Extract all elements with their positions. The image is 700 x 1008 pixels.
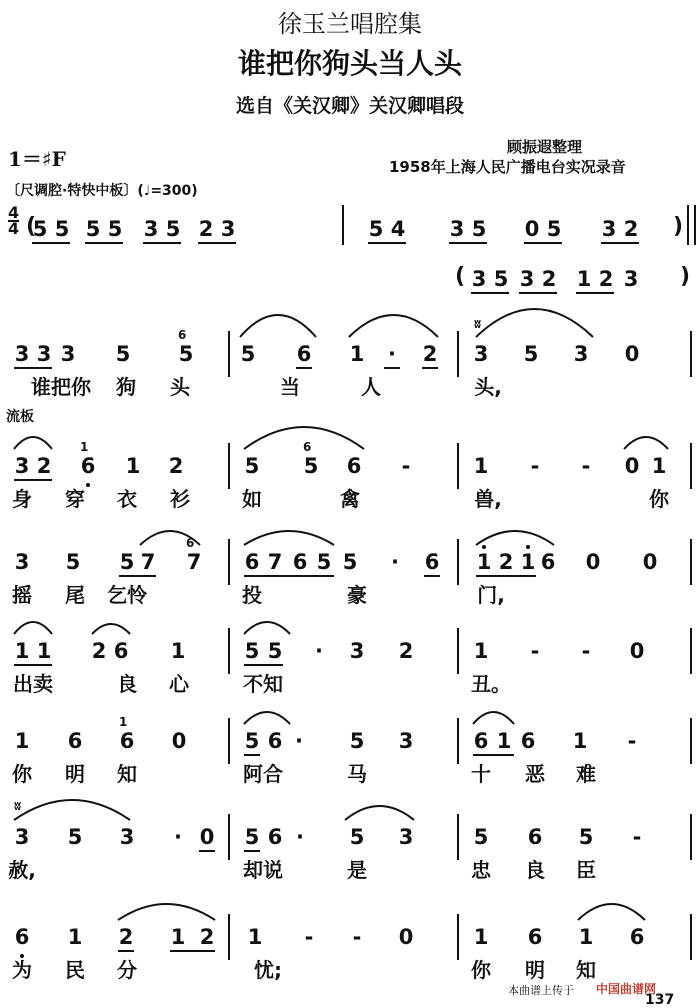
note: 1 — [247, 925, 263, 949]
note: 5 — [240, 342, 256, 366]
underline — [576, 292, 614, 294]
slur — [349, 315, 438, 337]
octave-dot-high — [482, 545, 486, 549]
note: 1 — [125, 454, 141, 478]
intro-barline — [342, 205, 344, 245]
note: 6 — [80, 454, 96, 478]
lyric: 兽, — [474, 487, 502, 511]
intro-note: 2 — [623, 217, 639, 241]
underline — [244, 850, 260, 852]
barline — [228, 331, 230, 377]
underline — [296, 367, 312, 369]
lyric: 如 — [242, 487, 262, 511]
note: 5 — [349, 729, 365, 753]
lyric: 豪 — [347, 583, 367, 607]
note: 1 — [349, 342, 365, 366]
tempo-marking: 〔尺调腔·特快中板〕(♩=300) — [6, 183, 198, 199]
note: 1 — [520, 550, 536, 574]
slur — [476, 309, 593, 337]
lyric: 你 — [649, 487, 669, 511]
note: 1 — [170, 639, 186, 663]
lyric: 当 — [280, 375, 300, 399]
barline — [457, 814, 459, 860]
site-logo: 中国曲谱网 — [596, 982, 657, 996]
note: - — [352, 925, 362, 949]
note: 2 — [199, 925, 215, 949]
intro-note: 5 — [471, 217, 487, 241]
barline — [690, 718, 692, 764]
note: 6 — [14, 925, 30, 949]
note: 3 — [14, 550, 30, 574]
underline — [199, 850, 215, 852]
note: 0 — [624, 454, 640, 478]
note: · — [174, 825, 182, 849]
note: 5 — [303, 454, 319, 478]
note: 1 — [473, 454, 489, 478]
editor-credit: 顾振遐整理 — [507, 138, 583, 156]
lyric: 良 — [525, 858, 545, 882]
note: · — [315, 639, 323, 663]
lyric: 是 — [347, 858, 367, 882]
lyric: 十 — [471, 762, 491, 786]
intro-note: 4 — [390, 217, 406, 241]
lyric: 穿 — [65, 487, 85, 511]
note: 6 — [244, 550, 260, 574]
note: 5 — [65, 550, 81, 574]
slur — [244, 712, 290, 724]
lyric: 头 — [170, 375, 190, 399]
lyric: 恶 — [525, 762, 545, 786]
octave-dot-high — [526, 545, 530, 549]
note: 0 — [624, 342, 640, 366]
note: 3 — [398, 729, 414, 753]
note: 3 — [473, 342, 489, 366]
note: 1 — [476, 550, 492, 574]
intro-note: 3 — [143, 217, 159, 241]
note: - — [627, 729, 637, 753]
note: 0 — [171, 729, 187, 753]
note: 2 — [498, 550, 514, 574]
alt-note: 5 — [493, 267, 509, 291]
underline — [473, 754, 514, 756]
liuban-marking: 流板 — [6, 409, 34, 425]
note: 3 — [573, 342, 589, 366]
note: 5 — [267, 639, 283, 663]
note: 3 — [14, 342, 30, 366]
note: 2 — [168, 454, 184, 478]
barline — [457, 331, 459, 377]
key-signature: 1＝♯F — [8, 147, 66, 171]
lyric: 明 — [525, 958, 545, 982]
slur — [244, 531, 334, 545]
alt-note: 1 — [576, 267, 592, 291]
note: 0 — [642, 550, 658, 574]
underline — [449, 242, 487, 244]
underline — [384, 367, 400, 369]
intro-note: 2 — [198, 217, 214, 241]
recording-source: 1958年上海人民广播电台实况录音 — [389, 158, 626, 176]
grace-note: 1 — [80, 440, 89, 454]
lyric: 人 — [361, 375, 381, 399]
note: 5 — [115, 342, 131, 366]
note: · — [388, 342, 396, 366]
intro-open-paren: ( — [26, 214, 37, 239]
intro-note: 5 — [54, 217, 70, 241]
intro-end-barline — [694, 205, 696, 245]
lyric: 尾 — [65, 583, 85, 607]
lyric: 难 — [576, 762, 596, 786]
note: 6 — [520, 729, 536, 753]
note: · — [391, 550, 399, 574]
intro-note: 5 — [85, 217, 101, 241]
note: 1 — [496, 729, 512, 753]
lyric: 丑。 — [471, 672, 511, 696]
note: 6 — [540, 550, 556, 574]
lyric: 门, — [477, 583, 505, 607]
barline — [228, 539, 230, 585]
underline — [14, 367, 52, 369]
barline — [690, 443, 692, 489]
note: 3 — [60, 342, 76, 366]
note: · — [295, 729, 303, 753]
octave-dot-low — [20, 954, 24, 958]
note: 3 — [398, 825, 414, 849]
underline — [471, 292, 509, 294]
underline — [244, 664, 283, 666]
intro-note: 3 — [220, 217, 236, 241]
note: 6 — [527, 925, 543, 949]
underline — [422, 367, 438, 369]
slur — [624, 437, 668, 449]
lyric: 乞怜 — [107, 583, 147, 607]
note: 0 — [398, 925, 414, 949]
note: 6 — [346, 454, 362, 478]
note: 1 — [473, 925, 489, 949]
note: 1 — [14, 639, 30, 663]
intro-close-paren: ) — [673, 214, 684, 239]
lyric: 衣 — [117, 487, 137, 511]
note: 0 — [629, 639, 645, 663]
note: 5 — [244, 825, 260, 849]
note: 6 — [296, 342, 312, 366]
breath-mark: ʬ — [474, 317, 482, 331]
note: - — [581, 454, 591, 478]
slur — [14, 800, 130, 820]
time-signature — [8, 203, 20, 238]
barline — [228, 718, 230, 764]
intro-note: 5 — [368, 217, 384, 241]
note: 5 — [244, 639, 260, 663]
slur — [244, 622, 290, 634]
underline — [498, 575, 514, 577]
note: 1 — [578, 925, 594, 949]
barline — [457, 628, 459, 674]
lyric: 你 — [471, 958, 491, 982]
lyric: 头, — [474, 375, 502, 399]
lyric: 身 — [12, 487, 32, 511]
intro-end-barline — [687, 205, 689, 245]
note: 5 — [342, 550, 358, 574]
note: 1 — [67, 925, 83, 949]
note: 6 — [527, 825, 543, 849]
note: 7 — [186, 550, 202, 574]
note: 2 — [422, 342, 438, 366]
lyric: 阿合 — [243, 762, 283, 786]
underline — [519, 292, 557, 294]
grace-note: 6 — [178, 328, 187, 342]
barline — [457, 914, 459, 960]
note: - — [304, 925, 314, 949]
note: 5 — [473, 825, 489, 849]
note: 3 — [349, 639, 365, 663]
underline — [85, 242, 123, 244]
lyric: 心 — [169, 672, 189, 696]
alt-note: 2 — [541, 267, 557, 291]
underline — [524, 242, 562, 244]
lyric: 为 — [12, 958, 32, 982]
underline — [601, 242, 639, 244]
alt-note: 2 — [598, 267, 614, 291]
note: 6 — [267, 729, 283, 753]
lyric: 摇 — [12, 583, 32, 607]
barline — [457, 539, 459, 585]
lyric: 投 — [242, 583, 262, 607]
lyric: 赦, — [8, 858, 36, 882]
alt-note: 3 — [471, 267, 487, 291]
underline — [143, 242, 181, 244]
note: 3 — [36, 342, 52, 366]
slur — [118, 904, 215, 920]
note: 5 — [316, 550, 332, 574]
lyric: 谁把你 — [31, 375, 91, 399]
underline — [424, 575, 440, 577]
intro-note: 5 — [32, 217, 48, 241]
underline — [198, 242, 236, 244]
grace-note: 6 — [303, 440, 312, 454]
barline — [690, 914, 692, 960]
note: 5 — [244, 729, 260, 753]
alt-close-paren: ) — [680, 264, 691, 289]
barline — [690, 628, 692, 674]
slur — [92, 624, 130, 634]
intro-note: 3 — [449, 217, 465, 241]
lyric: 知 — [117, 762, 137, 786]
lyric: 民 — [65, 958, 85, 982]
note: 3 — [14, 454, 30, 478]
note: 2 — [398, 639, 414, 663]
note: 1 — [170, 925, 186, 949]
song-subtitle: 选自《关汉卿》关汉卿唱段 — [235, 95, 464, 117]
barline — [690, 331, 692, 377]
note: 5 — [349, 825, 365, 849]
barline — [228, 914, 230, 960]
lyric: 知 — [576, 958, 596, 982]
lyric: 衫 — [170, 487, 190, 511]
lyric: 明 — [65, 762, 85, 786]
barline — [457, 443, 459, 489]
lyric: 出卖 — [13, 672, 53, 696]
note: 7 — [140, 550, 156, 574]
note: 1 — [36, 639, 52, 663]
time-signature-top: 4 — [8, 203, 20, 222]
note: 5 — [523, 342, 539, 366]
note: 5 — [244, 454, 260, 478]
slur — [473, 712, 514, 724]
slur — [578, 904, 645, 920]
intro-note: 5 — [107, 217, 123, 241]
note: 1 — [14, 729, 30, 753]
underline — [14, 479, 52, 481]
barline — [690, 539, 692, 585]
note: - — [581, 639, 591, 663]
note: 5 — [578, 825, 594, 849]
intro-note: 3 — [601, 217, 617, 241]
note: 5 — [67, 825, 83, 849]
lyric: 不知 — [243, 672, 283, 696]
intro-note: 0 — [524, 217, 540, 241]
underline — [244, 575, 283, 577]
note: 1 — [572, 729, 588, 753]
collection-title: 徐玉兰唱腔集 — [278, 10, 422, 38]
lyric: 分 — [117, 958, 137, 982]
note: 3 — [14, 825, 30, 849]
slur — [345, 806, 414, 820]
barline — [228, 628, 230, 674]
underline — [292, 575, 334, 577]
slur — [14, 622, 52, 634]
lyric: 马 — [347, 762, 367, 786]
note: 7 — [267, 550, 283, 574]
underline — [32, 242, 70, 244]
note: 6 — [267, 825, 283, 849]
lyric: 忠 — [471, 858, 491, 882]
grace-note: 1 — [119, 715, 128, 729]
slur — [14, 437, 52, 449]
grace-note: 6 — [186, 536, 195, 550]
note: - — [530, 454, 540, 478]
note: 2 — [118, 925, 134, 949]
intro-note: 5 — [165, 217, 181, 241]
lyric: 忧; — [254, 958, 282, 982]
page-number: 137 — [645, 992, 675, 1008]
note: 1 — [651, 454, 667, 478]
lyric: 禽 — [340, 487, 360, 511]
time-signature-bottom: 4 — [8, 219, 20, 238]
underline — [119, 575, 156, 577]
footer-upload-text: 本曲谱上传于 — [508, 984, 574, 997]
underline — [14, 664, 52, 666]
alt-note: 3 — [519, 267, 535, 291]
note: - — [401, 454, 411, 478]
note: 6 — [113, 639, 129, 663]
note: 2 — [91, 639, 107, 663]
octave-dot-low — [86, 483, 90, 487]
alt-note: 3 — [623, 267, 639, 291]
note: 6 — [119, 729, 135, 753]
lyric: 臣 — [576, 858, 596, 882]
song-title: 谁把你狗头当人头 — [237, 47, 462, 80]
note: 5 — [119, 550, 135, 574]
barline — [228, 443, 230, 489]
intro-note: 5 — [546, 217, 562, 241]
note: - — [632, 825, 642, 849]
note: 2 — [36, 454, 52, 478]
alt-open-paren: ( — [455, 264, 466, 289]
underline — [118, 950, 134, 952]
note: - — [530, 639, 540, 663]
barline — [228, 814, 230, 860]
barline — [457, 718, 459, 764]
note: 3 — [119, 825, 135, 849]
underline — [368, 242, 406, 244]
note: 0 — [585, 550, 601, 574]
lyric: 却说 — [243, 858, 283, 882]
note: 6 — [292, 550, 308, 574]
lyric: 良 — [117, 672, 137, 696]
note: 5 — [178, 342, 194, 366]
lyric: 你 — [12, 762, 32, 786]
slur — [476, 531, 554, 545]
note: · — [296, 825, 304, 849]
barline — [690, 814, 692, 860]
underline — [170, 950, 215, 952]
note: 6 — [629, 925, 645, 949]
note: 1 — [473, 639, 489, 663]
lyric: 狗 — [116, 375, 136, 399]
underline — [244, 754, 260, 756]
note: 6 — [424, 550, 440, 574]
note: 6 — [473, 729, 489, 753]
slur — [240, 315, 316, 337]
breath-mark: ʬ — [14, 799, 22, 813]
note: 6 — [67, 729, 83, 753]
note: 0 — [199, 825, 215, 849]
